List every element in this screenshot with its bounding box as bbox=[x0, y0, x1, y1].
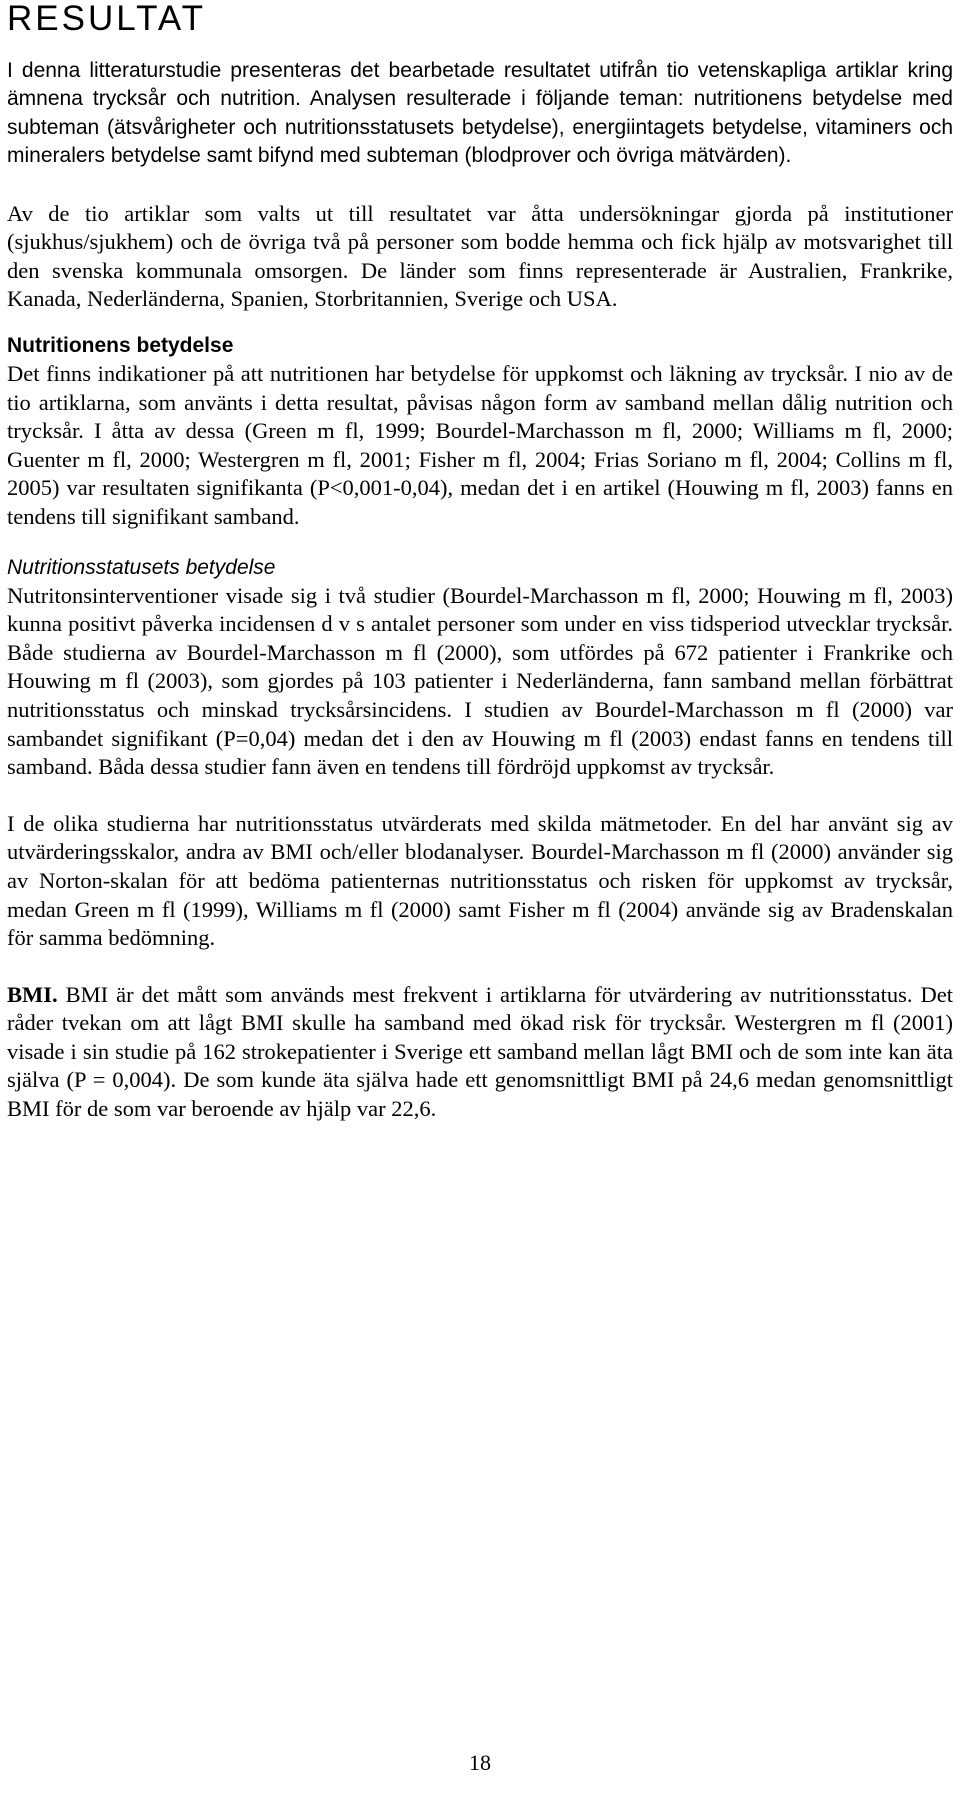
intro-paragraph: I denna litteraturstudie presenteras det bearbetade resultatet utifrån tio vetenskapliga artiklar kring ämnena trycksår och nutrition. Analysen resulterade i följande teman: nutritionens betydelse med subteman (ätsvårigheter och nutritionsstatusets betydelse), energiintagets betydelse, vitaminers och mineralers betydelse samt bifynd med subteman (blodprover och övriga mätvärden). bbox=[7, 59, 953, 168]
status-paragraph: Nutritonsinterventioner visade sig i två studier (Bourdel-Marchasson m fl, 2000; Houwing m fl, 2003) kunna positivt påverka incidensen d v s antalet personer som under en viss tidsperiod utvecklar trycksår. Både studierna av Bourdel-Marchasson m fl (2000), som utfördes på 672 patienter i Frankrike och Houwing m fl (2003), som gjordes på 103 patienter i Nederländerna, fann samband mellan förbättrat nutritionsstatus och minskad trycksårsincidens. I studien av Bourdel-Marchasson m fl (2000) var sambandet signifikant (P=0,04) medan det i den av Houwing m fl (2003) endast fanns en tendens till samband. Båda dessa studier fann även en tendens till fördröjd uppkomst av trycksår. bbox=[7, 582, 953, 780]
page-title: RESULTAT bbox=[7, 0, 207, 38]
section-heading-nutrition: Nutritionens betydelse bbox=[7, 334, 234, 357]
methods-paragraph: I de olika studierna har nutritionsstatus utvärderats med skilda mätmetoder. En del har använt sig av utvärderingsskalor, andra av BMI och/eller blodanalyser. Bourdel-Marchasson m fl (2000) använder sig av Norton-skalan för att bedöma patienternas nutritionsstatus och risken för uppkomst av trycksår, medan Green m fl (1999), Williams m fl (2000) samt Fisher m fl (2004) använde sig av Bradenskalan för samma bedömning. bbox=[7, 810, 953, 951]
bmi-run-in-label: BMI. bbox=[7, 981, 58, 1007]
bmi-paragraph bbox=[7, 981, 953, 1124]
document-page bbox=[7, 0, 953, 1124]
subsection-heading-status: Nutritionsstatusets betydelse bbox=[7, 555, 276, 579]
nutrition-paragraph: Det finns indikationer på att nutritionen har betydelse för uppkomst och läkning av trycksår. I nio av de tio artiklarna, som använts i detta resultat, påvisas någon form av samband mellan dålig nutrition och trycksår. I åtta av dessa (Green m fl, 1999; Bourdel-Marchasson m fl, 2000; Williams m fl, 2000; Guenter m fl, 2000; Westergren m fl, 2001; Fisher m fl, 2004; Frias Soriano m fl, 2004; Collins m fl, 2005) var resultaten signifikanta (P<0,001-0,04), medan det i en artikel (Houwing m fl, 2003) fanns en tendens till signifikant samband. bbox=[7, 361, 953, 529]
page-number: 18 bbox=[469, 1750, 491, 1775]
bmi-paragraph-text: BMI är det mått som används mest frekvent i artiklarna för utvärdering av nutritionsstatus. Det råder tvekan om att lågt BMI skulle ha samband med ökad risk för trycksår. Westergren m fl (2001) visade i sin studie på 162 strokepatienter i Sverige ett samband mellan lågt BMI och de som inte kan äta själva (P = 0,004). De som kunde äta själva hade ett genomsnittligt BMI på 24,6 medan genomsnittligt BMI för de som var beroende av hjälp var 22,6. bbox=[7, 981, 953, 1122]
articles-paragraph: Av de tio artiklar som valts ut till resultatet var åtta undersökningar gjorda på institutioner (sjukhus/sjukhem) och de övriga två på personer som bodde hemma och fick hjälp av motsvarighet till den svenska kommunala omsorgen. De länder som finns representerade är Australien, Frankrike, Kanada, Nederländerna, Spanien, Storbritannien, Sverige och USA. bbox=[7, 200, 953, 312]
